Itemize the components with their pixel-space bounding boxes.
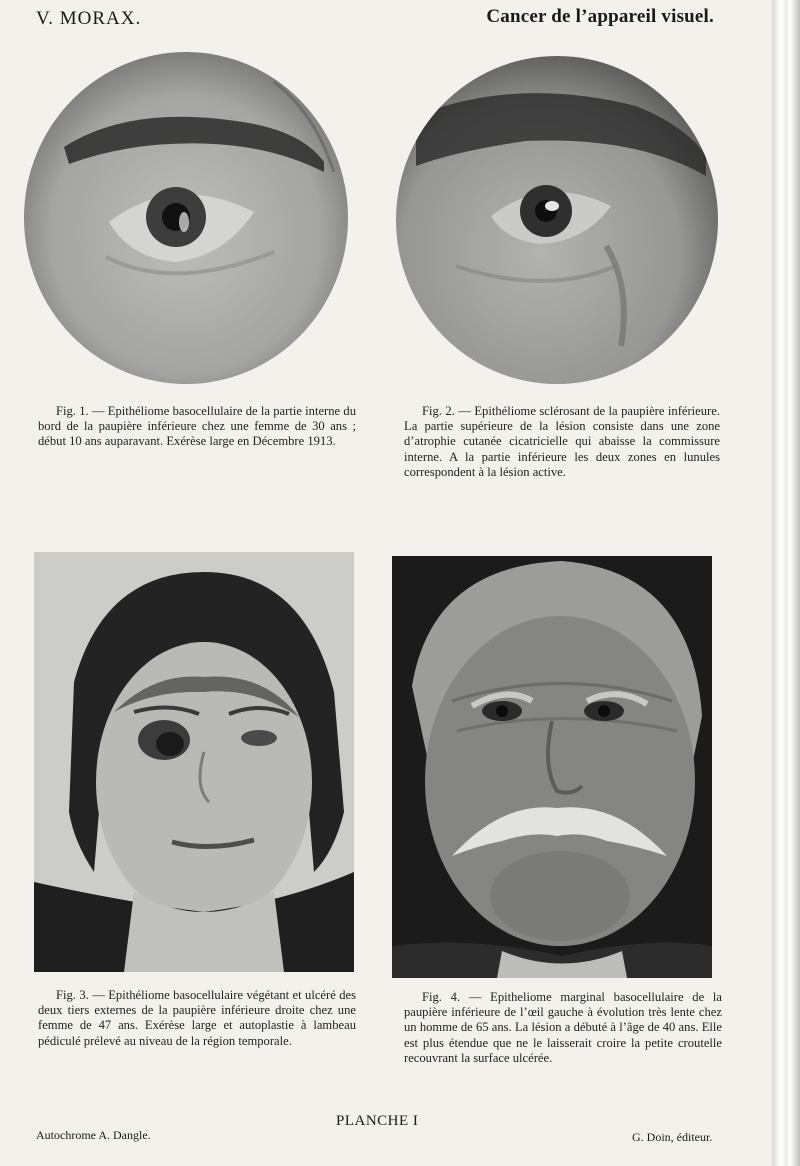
header-author: V. MORAX. <box>36 8 142 29</box>
figure-3-caption: Fig. 3. — Epithéliome basocellulaire végétant et ulcéré des deux tiers externes de la paupière inférieure droite chez une femme de 47 ans. Exérèse large et autoplastie à lambeau pédiculé prélevé au niveau de la région temporale. <box>38 988 356 1048</box>
figure-1-photo <box>24 52 348 384</box>
figure-4-photo <box>392 556 712 978</box>
footer-publisher: G. Doin, éditeur. <box>632 1130 713 1144</box>
figure-1-caption: Fig. 1. — Epithéliome basocellulaire de la partie interne du bord de la paupière inférieure chez une femme de 30 ans ; début 10 ans auparavant. Exérèse large en Décembre 1913. <box>38 404 356 449</box>
page-edge <box>772 0 800 1166</box>
figure-3-photo <box>34 552 354 972</box>
figure-4-caption: Fig. 4. — Epitheliome marginal basocellulaire de la paupière inférieure de l’œil gauche à évolution très lente chez un homme de 65 ans. La lésion a débuté à l’âge de 40 ans. Elle est plus étendue que ne le laisserait croire la petite croutelle recouvrant la surface ulcérée. <box>404 990 722 1065</box>
footer-photographer: Autochrome A. Dangle. <box>36 1128 151 1142</box>
figure-2-caption: Fig. 2. — Epithéliome sclérosant de la paupière inférieure. La partie supérieure de la lésion consiste dans une zone d’atrophie cutanée cicatricielle qui abaisse la commissure interne. A la partie inférieure les deux zones en lunules correspondent à la lésion active. <box>404 404 720 479</box>
figure-2-photo <box>396 56 718 384</box>
header-title: Cancer de l’appareil visuel. <box>486 6 714 27</box>
plate-number: PLANCHE I <box>336 1113 419 1129</box>
